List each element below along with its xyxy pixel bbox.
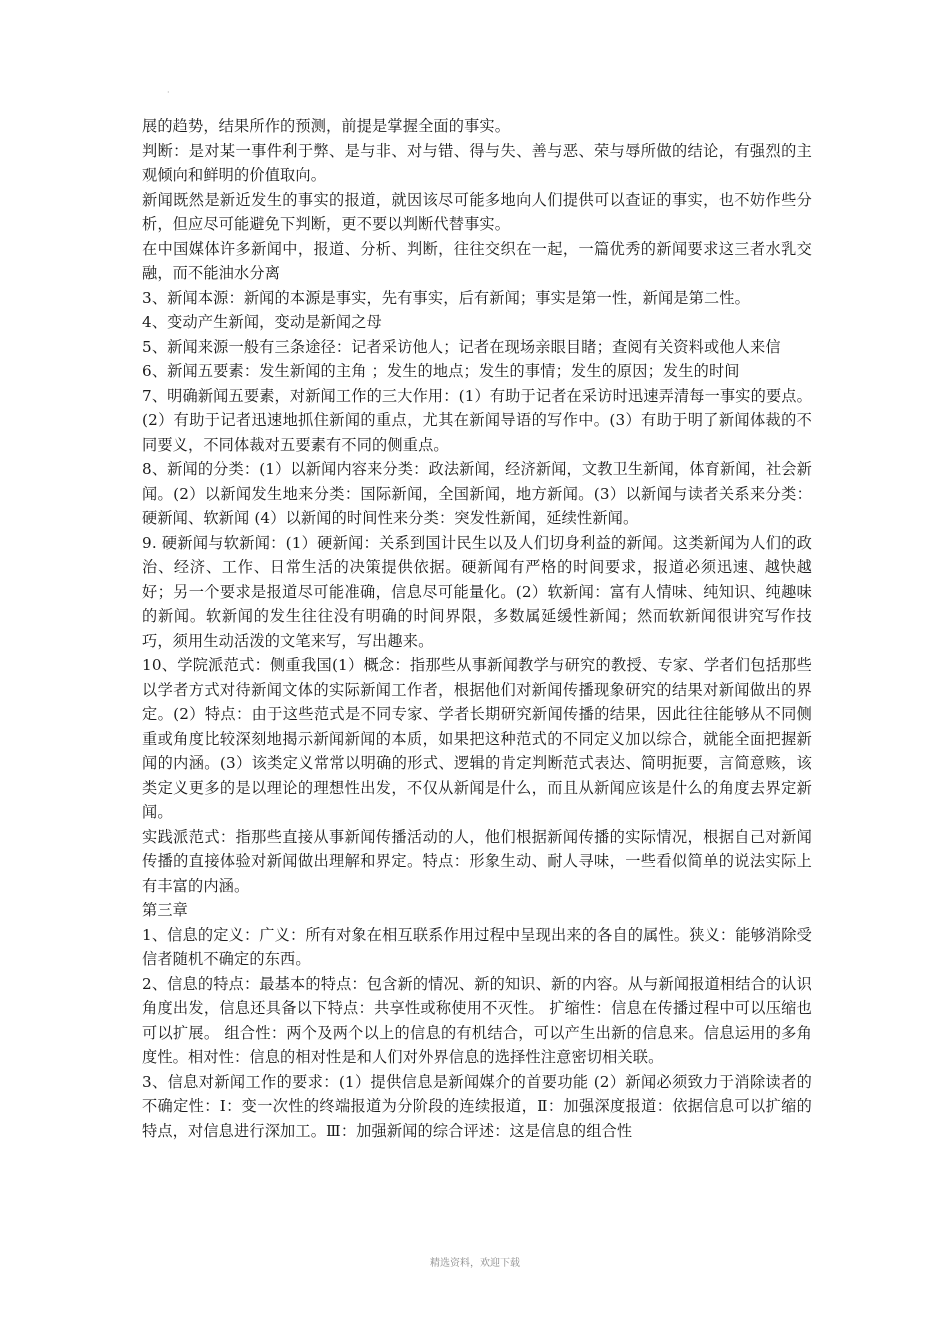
paragraph: 实践派范式：指那些直接从事新闻传播活动的人，他们根据新闻传播的实际情况，根据自己对新闻传播的直接体验对新闻做出理解和界定。特点：形象生动、耐人寻味，一些看似简单的说法实际上有丰富的内涵。 — [142, 827, 812, 895]
paragraph: 2、信息的特点：最基本的特点：包含新的情况、新的知识、新的内容。从与新闻报道相结合的认识角度出发，信息还具备以下特点：共享性或称使用不灭性。 扩缩性：信息在传播过程中可以压缩也可以扩展。 组合性：两个及两个以上的信息的有机结合，可以产生出新的信息来。信息运用的多角度性。相对性：信息的相对性是和人们对外界信息的选择性注意密切相关联。 — [142, 974, 812, 1066]
paragraph: 6、新闻五要素：发生新闻的主角 ；发生的地点；发生的事情；发生的原因；发生的时间 — [142, 362, 740, 380]
paragraph: 在中国媒体许多新闻中，报道、分析、判断，往往交织在一起，一篇优秀的新闻要求这三者水乳交融，而不能油水分离 — [142, 239, 812, 282]
paragraph: 8、新闻的分类：(1）以新闻内容来分类：政法新闻，经济新闻，文教卫生新闻，体育新闻，社会新闻。(2）以新闻发生地来分类：国际新闻，全国新闻，地方新闻。(3）以新闻与读者关系来分类：硬新闻、软新闻 (4）以新闻的时间性来分类：突发性新闻，延续性新闻。 — [142, 460, 812, 527]
paragraph: 10、学院派范式：侧重我国(1）概念：指那些从事新闻教学与研究的教授、专家、学者们包括那些以学者方式对待新闻文体的实际新闻工作者，根据他们对新闻传播现象研究的结果对新闻做出的界定。(2）特点：由于这些范式是不同专家、学者长期研究新闻传播的结果，因此往往能够从不同侧重或角度比较深刻地揭示新闻新闻的本质，如果把这种范式的不同定义加以综合，就能全面把握新闻的内涵。(3）该类定义常常以明确的形式、逻辑的肯定判断范式表达、简明扼要，言简意赅，该类定义更多的是以理论的理想性出发，不仅从新闻是什么，而且从新闻应该是什么的角度去界定新闻。 — [142, 656, 812, 821]
paragraph: 7、明确新闻五要素，对新闻工作的三大作用：(1）有助于记者在采访时迅速弄清每一事实的要点。(2）有助于记者迅速地抓住新闻的重点，尤其在新闻导语的写作中。(3）有助于明了新闻体裁的不同要义，不同体裁对五要素有不同的侧重点。 — [142, 386, 812, 454]
paragraph: 9. 硬新闻与软新闻：(1）硬新闻：关系到国计民生以及人们切身利益的新闻。这类新闻为人们的政治、经济、工作、日常生活的决策提供依据。硬新闻有严格的时间要求，报道必须迅速、越快越好；另一个要求是报道尽可能准确，信息尽可能量化。(2）软新闻：富有人情味、纯知识、纯趣味的新闻。软新闻的发生往往没有明确的时间界限，多数属延缓性新闻；然而软新闻很讲究写作技巧，须用生动活泼的文笔来写，写出趣来。 — [142, 533, 812, 650]
paragraph: 3、新闻本源：新闻的本源是事实，先有事实，后有新闻；事实是第一性，新闻是第二性。 — [142, 288, 750, 307]
paragraph: 1、信息的定义：广义：所有对象在相互联系作用过程中呈现出来的各自的属性。狭义：能够消除受信者随机不确定的东西。 — [142, 925, 812, 968]
paragraph: 5、新闻来源一般有三条途径：记者采访他人；记者在现场亲眼目睹；查阅有关资料或他人来信 — [142, 337, 781, 356]
document-body — [142, 114, 812, 1143]
paragraph: 判断：是对某一事件利于弊、是与非、对与错、得与失、善与恶、荣与辱所做的结论，有强烈的主观倾向和鲜明的价值取向。 — [142, 141, 812, 184]
paragraph: 新闻既然是新近发生的事实的报道，就因该尽可能多地向人们提供可以查证的事实，也不妨作些分析，但应尽可能避免下判断，更不要以判断代替事实。 — [142, 190, 812, 233]
page-corner-mark: · — [167, 88, 170, 97]
paragraph: 3、信息对新闻工作的要求：(1）提供信息是新闻媒介的首要功能 (2）新闻必须致力于消除读者的不确定性：Ⅰ：变一次性的终端报道为分阶段的连续报道，Ⅱ：加强深度报道：依据信息可以扩缩的特点，对信息进行深加工。Ⅲ：加强新闻的综合评述：这是信息的组合性 — [142, 1072, 812, 1140]
paragraph: 展的趋势，结果所作的预测，前提是掌握全面的事实。 — [142, 117, 511, 135]
chapter-heading: 第三章 — [142, 901, 189, 919]
page-footer: 精选资料，欢迎下载 — [430, 1258, 520, 1269]
paragraph: 4、变动产生新闻，变动是新闻之母 — [142, 313, 382, 331]
